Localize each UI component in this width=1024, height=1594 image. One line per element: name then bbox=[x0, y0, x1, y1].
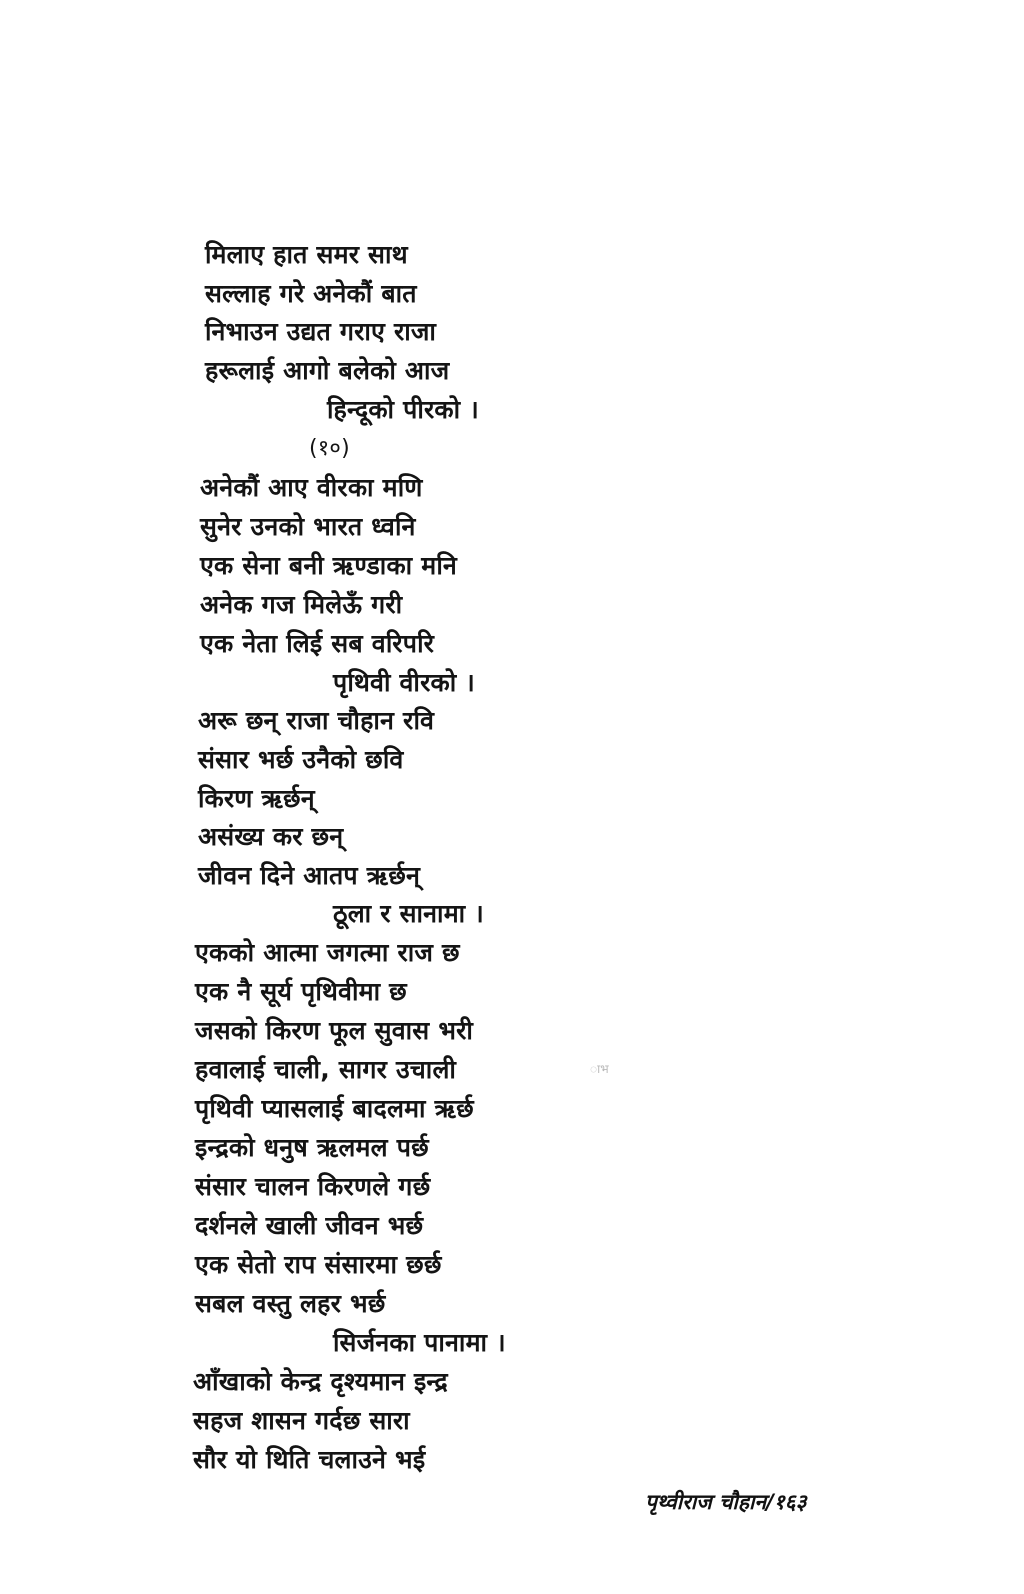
poem-line: अरू छन् राजा चौहान रवि bbox=[198, 706, 435, 735]
verse-number: (१०) bbox=[309, 436, 350, 461]
poem-line: जसको किरण फूल सुवास भरी bbox=[195, 1016, 473, 1045]
poem-line: अनेक गज मिलेऊँ गरी bbox=[200, 590, 403, 619]
poem-line: निभाउन उद्यत गराए राजा bbox=[205, 317, 437, 346]
poem-line: सल्लाह गरे अनेकौं बात bbox=[205, 279, 417, 308]
poem-line: सुनेर उनको भारत ध्वनि bbox=[200, 512, 416, 541]
poem-line: सौर यो थिति चलाउने भई bbox=[193, 1445, 426, 1474]
poem-line: हरूलाई आगो बलेको आज bbox=[205, 356, 450, 385]
poem-line: असंख्य कर छन् bbox=[198, 822, 344, 851]
poem-line: इन्द्रको धनुष ऋलमल पर्छ bbox=[195, 1133, 429, 1162]
poem-line: दर्शनले खाली जीवन भर्छ bbox=[195, 1211, 424, 1240]
poem-line: एक सेना बनी ऋण्डाका मनि bbox=[200, 551, 457, 580]
poem-line: आँखाको केन्द्र दृश्यमान इन्द्र bbox=[193, 1367, 448, 1396]
poem-line: संसार भर्छ उनैको छवि bbox=[198, 745, 404, 774]
poem-refrain: ठूला र सानामा । bbox=[333, 899, 484, 928]
poem-line: एक नेता लिई सब वरिपरि bbox=[200, 629, 435, 658]
poem-refrain: हिन्दूको पीरको । bbox=[327, 395, 479, 424]
running-footer: पृथ्वीराज चौहान/१६३ bbox=[645, 1490, 807, 1514]
poem-line: एक नै सूर्य पृथिवीमा छ bbox=[195, 977, 407, 1006]
poem-line: सबल वस्तु लहर भर्छ bbox=[195, 1289, 386, 1318]
poem-line: एकको आत्मा जगत्मा राज छ bbox=[195, 938, 460, 967]
poem-line: एक सेतो राप संसारमा छर्छ bbox=[195, 1250, 442, 1279]
poem-line: अनेकौं आए वीरका मणि bbox=[200, 473, 423, 502]
poem-line: संसार चालन किरणले गर्छ bbox=[195, 1172, 431, 1201]
poem-refrain: सिर्जनका पानामा । bbox=[333, 1328, 506, 1357]
poem-refrain: पृथिवी वीरको । bbox=[333, 668, 475, 697]
poem-line: हवालाई चाली, सागर उचाली bbox=[195, 1055, 457, 1084]
poem-line: मिलाए हात समर साथ bbox=[205, 240, 408, 269]
poem-line: जीवन दिने आतप ऋर्छन् bbox=[198, 861, 421, 890]
poem-line: किरण ऋर्छन् bbox=[198, 784, 315, 813]
faint-mark: ाभ bbox=[590, 1062, 609, 1076]
poem-line: सहज शासन गर्दछ सारा bbox=[193, 1406, 410, 1435]
poem-line: पृथिवी प्यासलाई बादलमा ऋर्छ bbox=[195, 1094, 474, 1123]
